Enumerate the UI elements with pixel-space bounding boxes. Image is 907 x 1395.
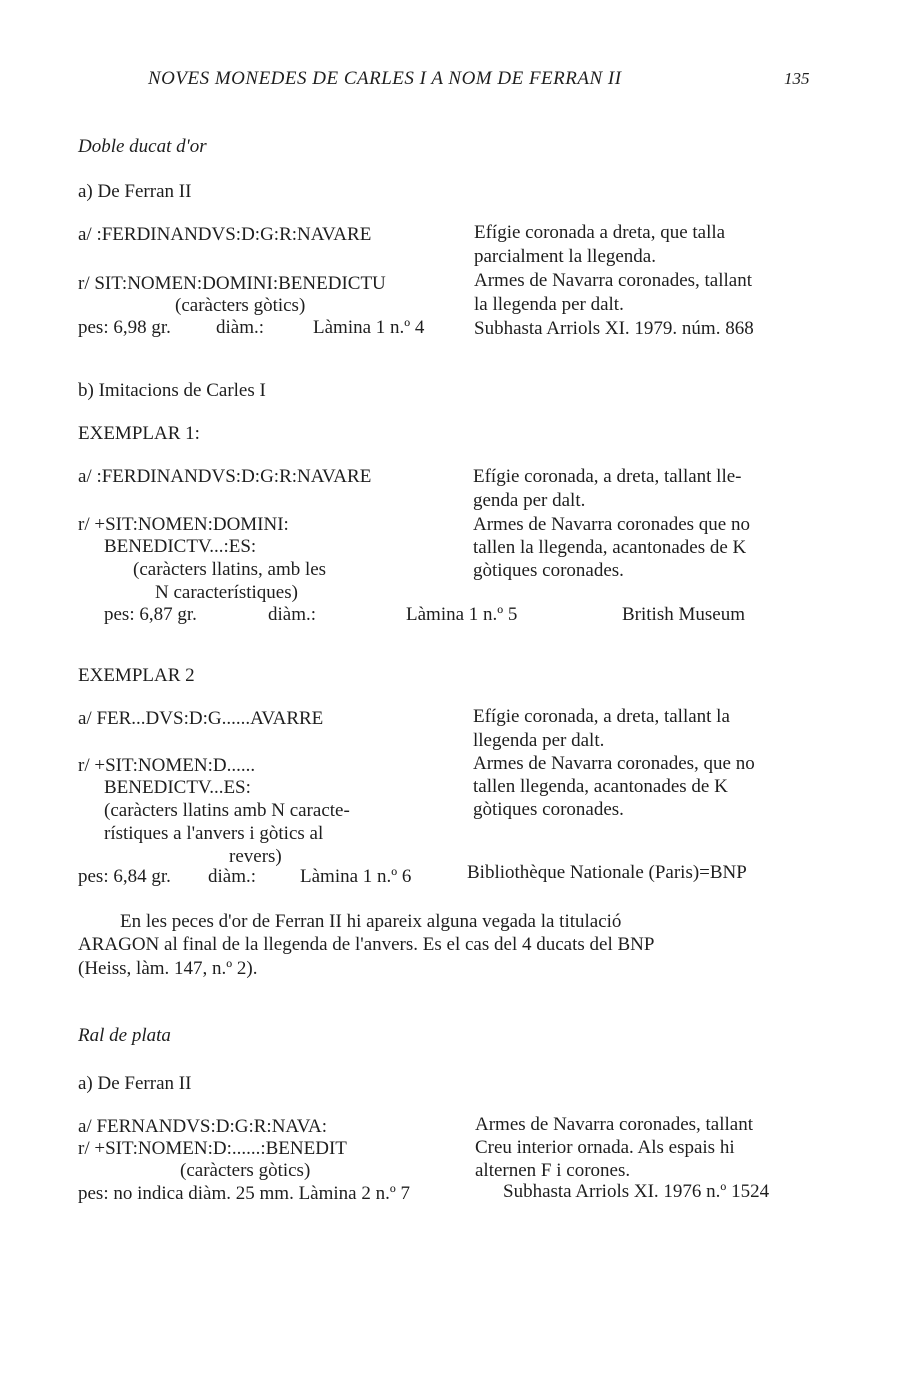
description-line: tallen la llegenda, acantonades de K (473, 537, 747, 558)
description-line: Efígie coronada, a dreta, tallant la (473, 706, 730, 727)
reverse-legend-cont: BENEDICTV...:ES: (104, 536, 257, 557)
obverse-legend: a/ FERNANDVS:D:G:R:NAVA: (78, 1116, 327, 1137)
characters-note: (caràcters llatins amb N caracte- (104, 800, 350, 821)
characters-note: (caràcters llatins, amb les (133, 559, 327, 580)
section-heading-ral: Ral de plata (78, 1025, 171, 1046)
description-line: Subhasta Arriols XI. 1979. núm. 868 (474, 318, 754, 339)
subsection-a: a) De Ferran II (78, 181, 192, 202)
description-line: llegenda per dalt. (473, 730, 605, 751)
reverse-legend: r/ +SIT:NOMEN:D:......:BENEDIT (78, 1138, 347, 1159)
exemplar-2-heading: EXEMPLAR 2 (78, 665, 195, 686)
section-heading-doble-ducat: Doble ducat d'or (78, 136, 207, 157)
description-line: parcialment la llegenda. (474, 246, 656, 267)
obverse-legend: a/ :FERDINANDVS:D:G:R:NAVARE (78, 224, 372, 245)
plate-reference: Làmina 1 n.º 4 (313, 317, 425, 338)
weight: pes: 6,98 gr. (78, 317, 171, 338)
description-line: Efígie coronada, a dreta, tallant lle- (473, 466, 742, 487)
description-line: gòtiques coronades. (473, 560, 624, 581)
paragraph-line: ARAGON al final de la llegenda de l'anvers. Es el cas del 4 ducats del BNP (78, 934, 655, 955)
description-line: la llegenda per dalt. (474, 294, 624, 315)
description-line: Armes de Navarra coronades, tallant (475, 1114, 754, 1135)
description-line: tallen llegenda, acantonades de K (473, 776, 728, 797)
diameter: diàm.: (268, 604, 317, 625)
weight: pes: 6,87 gr. (104, 604, 197, 625)
diameter: diàm.: (216, 317, 265, 338)
plate-reference: Làmina 1 n.º 6 (300, 866, 412, 887)
characters-note: revers) (229, 846, 282, 867)
diameter: diàm.: (208, 866, 257, 887)
running-header: NOVES MONEDES DE CARLES I A NOM DE FERRAN II (148, 68, 622, 89)
description-line: alternen F i corones. (475, 1160, 631, 1181)
weight-diameter-plate: pes: no indica diàm. 25 mm. Làmina 2 n.º 7 (78, 1183, 410, 1204)
description-line: gòtiques coronades. (473, 799, 624, 820)
reverse-legend: r/ SIT:NOMEN:DOMINI:BENEDICTU (78, 273, 386, 294)
plate-reference: Làmina 1 n.º 5 (406, 604, 518, 625)
paragraph-line: En les peces d'or de Ferran II hi apareix alguna vegada la titulació (120, 911, 622, 932)
description-line: Armes de Navarra coronades, que no (473, 753, 755, 774)
weight: pes: 6,84 gr. (78, 866, 171, 887)
subsection-b: b) Imitacions de Carles I (78, 380, 266, 401)
characters-note: (caràcters gòtics) (175, 295, 306, 316)
characters-note: N característiques) (155, 582, 298, 603)
collection: Bibliothèque Nationale (Paris)=BNP (467, 862, 747, 883)
description-line: Armes de Navarra coronades, tallant (474, 270, 753, 291)
auction-reference: Subhasta Arriols XI. 1976 n.º 1524 (503, 1181, 770, 1202)
characters-note: rístiques a l'anvers i gòtics al (104, 823, 324, 844)
obverse-legend: a/ :FERDINANDVS:D:G:R:NAVARE (78, 466, 372, 487)
paragraph-line: (Heiss, làm. 147, n.º 2). (78, 958, 258, 979)
characters-note: (caràcters gòtics) (180, 1160, 311, 1181)
description-line: Efígie coronada a dreta, que talla (474, 222, 726, 243)
page-number: 135 (784, 69, 810, 88)
reverse-legend: r/ +SIT:NOMEN:DOMINI: (78, 514, 289, 535)
exemplar-1-heading: EXEMPLAR 1: (78, 423, 200, 444)
subsection-a: a) De Ferran II (78, 1073, 192, 1094)
description-line: Creu interior ornada. Als espais hi (475, 1137, 735, 1158)
collection: British Museum (622, 604, 745, 625)
description-line: genda per dalt. (473, 490, 586, 511)
description-line: Armes de Navarra coronades que no (473, 514, 750, 535)
reverse-legend-cont: BENEDICTV...ES: (104, 777, 251, 798)
reverse-legend: r/ +SIT:NOMEN:D...... (78, 755, 256, 776)
obverse-legend: a/ FER...DVS:D:G......AVARRE (78, 708, 324, 729)
